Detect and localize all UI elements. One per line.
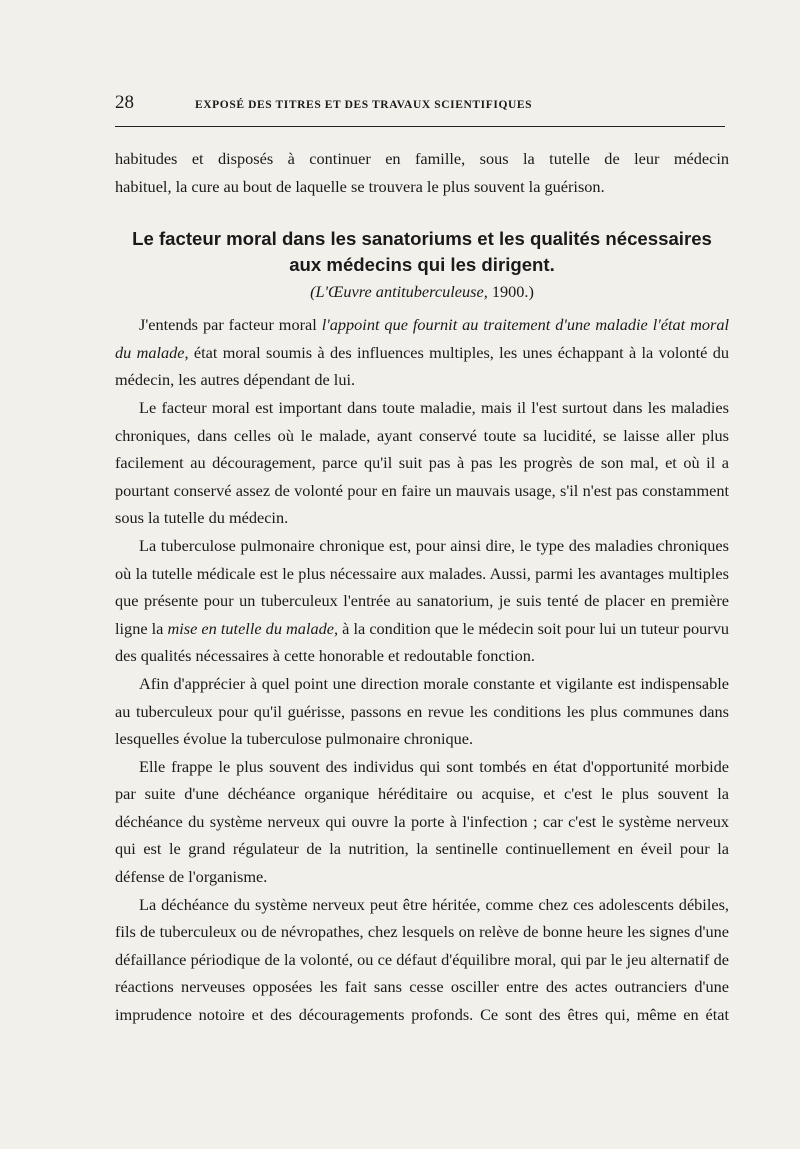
opening-line-2: habituel, la cure au bout de laquelle se trouvera le plus souvent la guérison. bbox=[115, 176, 605, 196]
paragraph-2: Le facteur moral est important dans toute maladie, mais il l'est surtout dans les maladies chroniques, dans celles où le malade, ayant conservé toute sa lucidité, se laisse aller plus facilement au découragement, parce qu'il suit pas à pas les progrès de son mal, et où il a pourtant conservé assez de volonté pour en faire un mauvais usage, s'il n'est pas constamment sous la tutelle du médecin. bbox=[115, 397, 729, 528]
paragraph-4: Afin d'apprécier à quel point une direction morale constante et vigilante est indispensable au tuberculeux pour qu'il guérisse, passons en revue les conditions les plus communes dans lesquelles évolue la tuberculose pulmonaire chronique. bbox=[115, 673, 729, 749]
paragraph-1-text-b: état moral soumis à des influences multiples, les unes échappant à la volonté du médecin, les autres dépendant de lui. bbox=[115, 342, 729, 390]
body-text bbox=[115, 145, 729, 1029]
paragraph-3-text-b: à la condition que le médecin soit pour lui un tuteur pourvu des qualités nécessaires à cette honorable et redoutable fonction. bbox=[115, 618, 729, 666]
paragraph-5: Elle frappe le plus souvent des individus qui sont tombés en état d'opportunité morbide par suite d'une déchéance organique héréditaire ou acquise, et c'est le plus souvent la déchéance du système nerveux qui ouvre la porte à l'infection ; car c'est le système nerveux qui est le grand régulateur de la nutrition, la sentinelle continuellement en éveil pour la défense de l'organisme. bbox=[115, 756, 729, 887]
paragraph-3 bbox=[115, 532, 729, 670]
section-title bbox=[115, 226, 729, 278]
paragraph-3-text-a: La tuberculose pulmonaire chronique est, pour ainsi dire, le type des maladies chroniques où la tutelle médicale est le plus nécessaire aux malades. Aussi, parmi les avantages multiples que présente pour un tuberculeux l'entrée au sanatorium, je suis tenté de placer en première ligne la bbox=[115, 535, 729, 638]
paragraph-6: La déchéance du système nerveux peut être héritée, comme chez ces adolescents débiles, fils de tuberculeux ou de névropathes, chez lesquels on relève de bonne heure les signes d'une défaillance périodique de la volonté, ou ce défaut d'équilibre moral, qui par le jeu alternatif de réactions nerveuses opposées les fait sans cesse osciller entre des actes outranciers d'une imprudence notoire et des découragements profonds. Ce sont des êtres qui, même en état bbox=[115, 894, 729, 1025]
section-source bbox=[115, 278, 729, 305]
page-header bbox=[115, 92, 729, 118]
section-title-line-1: Le facteur moral dans les sanatoriums et les qualités nécessaires bbox=[132, 228, 712, 250]
paragraph-3-emphasis: mise en tutelle du malade, bbox=[167, 618, 339, 638]
section-title-line-2: aux médecins qui les dirigent. bbox=[289, 254, 555, 276]
opening-line-1: habitudes et disposés à continuer en famille, sous la tutelle de leur médecin bbox=[115, 149, 729, 168]
document-page bbox=[115, 92, 729, 1029]
paragraph-1-emphasis: l'appoint que fournit au traitement d'une maladie l'état moral du malade, bbox=[115, 315, 729, 362]
paragraph-1 bbox=[115, 311, 729, 394]
running-title: EXPOSÉ DES TITRES ET DES TRAVAUX SCIENTIFIQUES bbox=[195, 99, 533, 111]
source-work: (L'Œuvre antituberculeuse, bbox=[310, 282, 488, 302]
header-rule bbox=[115, 126, 725, 127]
source-year: 1900.) bbox=[491, 282, 534, 302]
page-number: 28 bbox=[115, 92, 134, 113]
paragraph-1-text-a: J'entends par facteur moral bbox=[139, 315, 322, 335]
